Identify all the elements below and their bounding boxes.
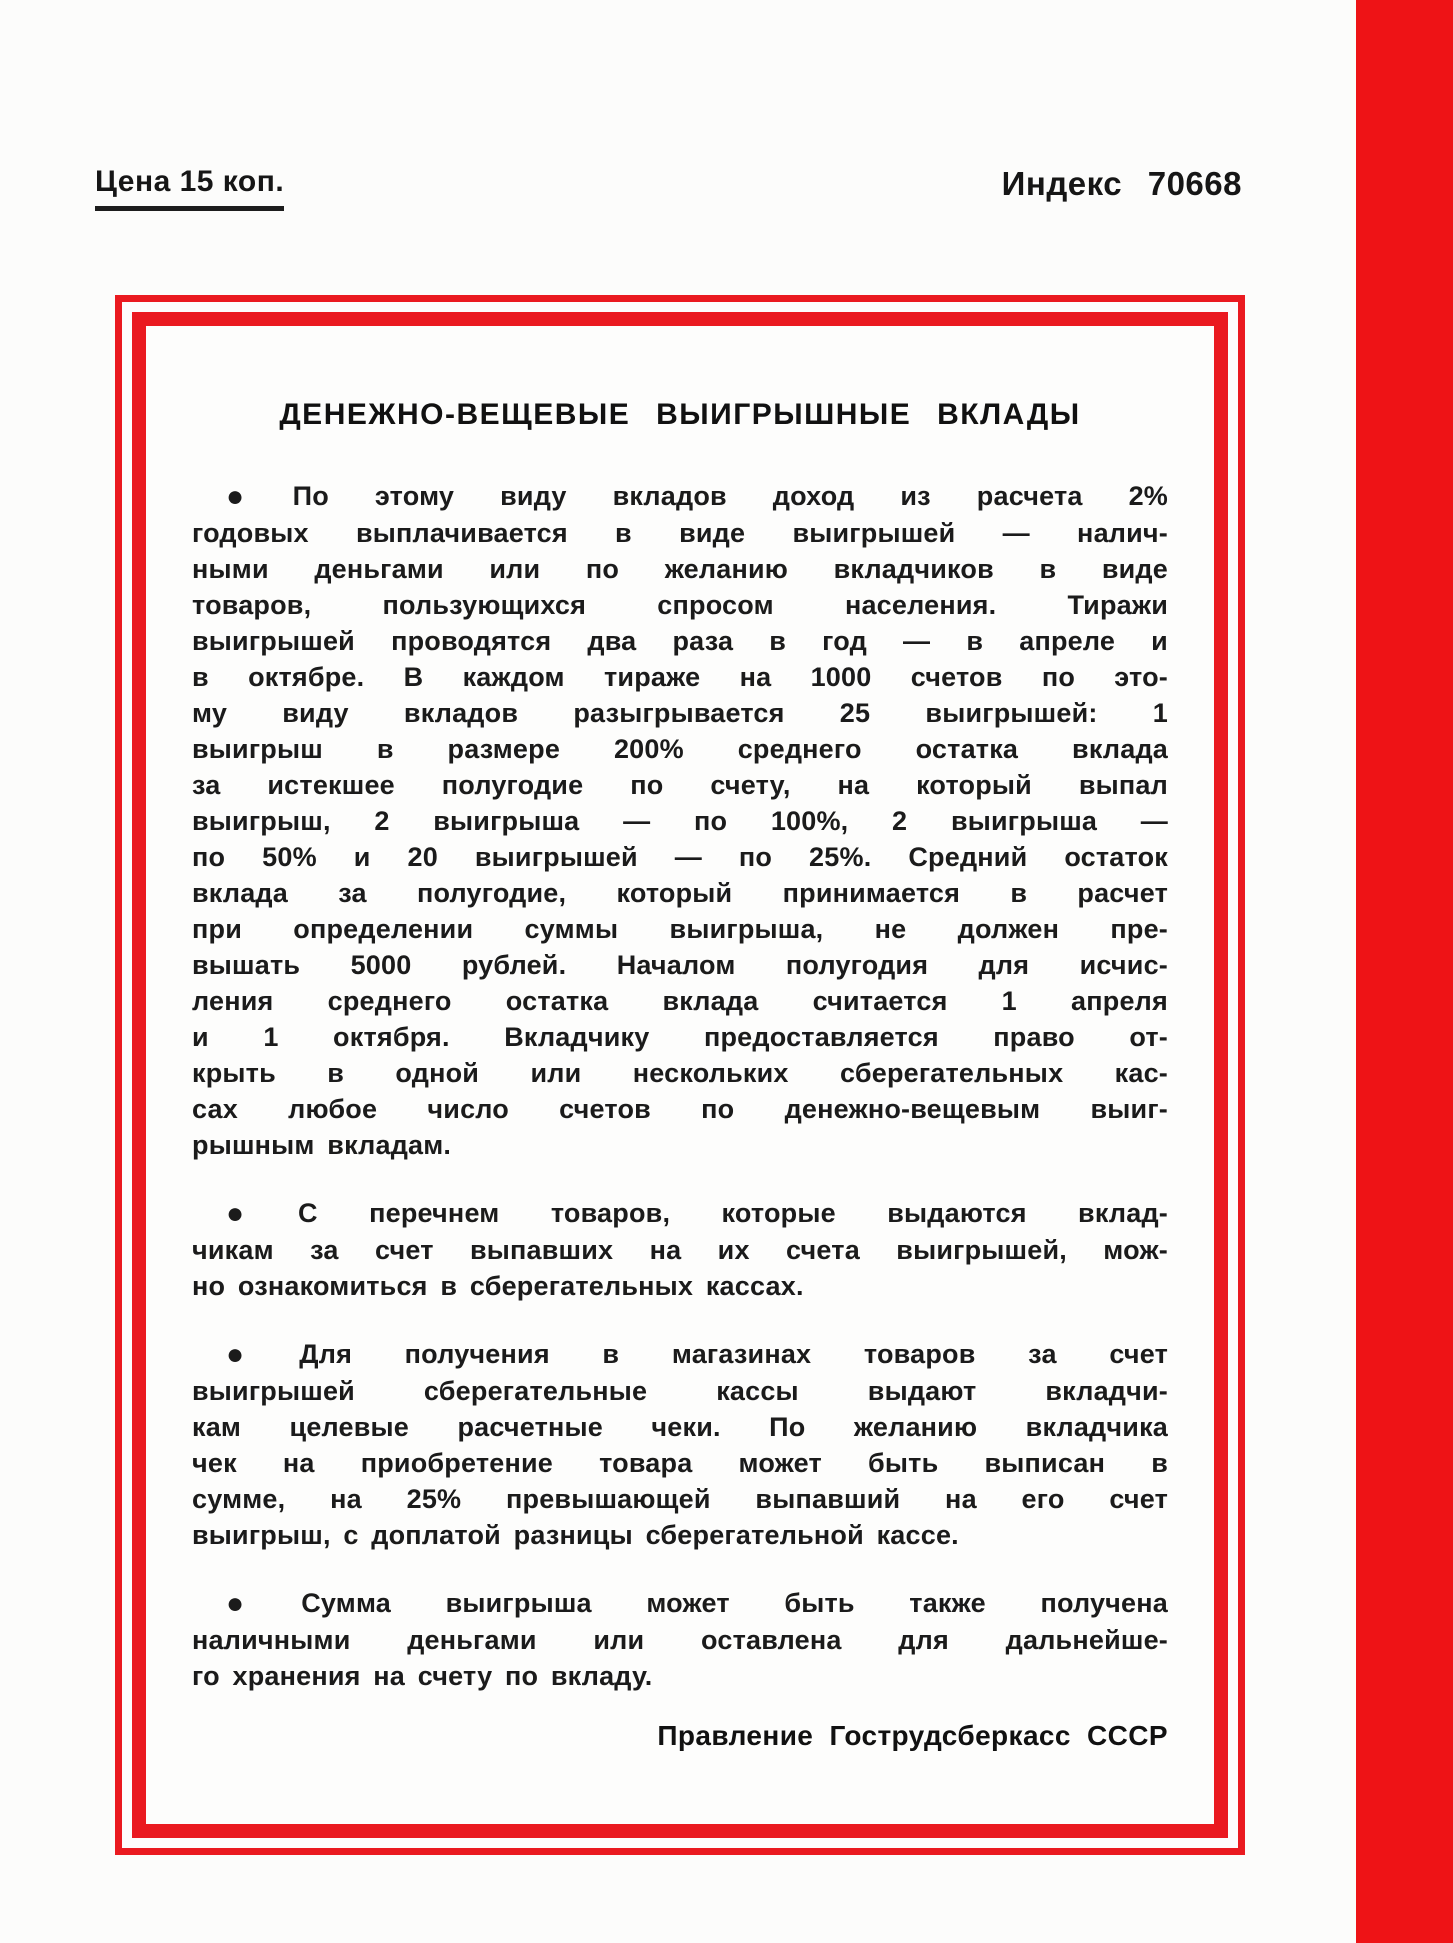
text-line: ● Для получения в магазинах товаров за счет [226,1338,1168,1371]
text-line: му виду вкладов разыгрывается 25 выигрышей: 1 [192,698,1168,728]
text-line: чек на приобретение товара может быть выписан в [192,1448,1168,1478]
bullet-icon: ● [226,1197,284,1230]
text-line: ● С перечнем товаров, которые выдаются вклад- [226,1197,1168,1230]
text-line: ● По этому виду вкладов доход из расчета 2% [226,480,1169,513]
paragraph [192,1195,1168,1304]
text-line: выигрыш, 2 выигрыша — по 100%, 2 выигрыша — [192,806,1168,836]
paragraphs [192,478,1168,1694]
bullet-icon: ● [226,480,278,513]
text-line: но ознакомиться в сберегательных кассах. [192,1271,804,1301]
text-line: крыть в одной или нескольких сберегательных кас- [192,1058,1168,1088]
red-bleed-stripe [1356,0,1453,1943]
signature-line: Правление Гострудсберкасс СССР [657,1720,1168,1751]
text-line: чикам за счет выпавших на их счета выигрышей, мож- [192,1235,1168,1265]
text-line: го хранения на счету по вкладу. [192,1661,653,1691]
text-line: сах любое число счетов по денежно-вещевым выиг- [192,1094,1168,1124]
text-line: ными деньгами или по желанию вкладчиков в виде [192,554,1168,584]
text-line: за истекшее полугодие по счету, на который выпал [192,770,1168,800]
text-line: наличными деньгами или оставлена для дальнейше- [192,1625,1168,1655]
text-line: выигрышей проводятся два раза в год — в апреле и [192,626,1168,656]
text-line: выигрыш, с доплатой разницы сберегательной кассе. [192,1520,959,1550]
bullet-icon: ● [226,1587,287,1620]
paragraph [192,1585,1168,1694]
text-line: ления среднего остатка вклада считается 1 апреля [192,986,1168,1016]
text-line: и 1 октября. Вкладчику предоставляется право от- [192,1022,1168,1052]
price-label: Цена 15 коп. [95,165,284,211]
paragraph [192,478,1168,1163]
text-line: вышать 5000 рублей. Началом полугодия для исчис- [192,950,1168,980]
index-label: Индекс 70668 [1001,165,1242,202]
text-line: по 50% и 20 выигрышей — по 25%. Средний остаток [192,842,1168,872]
bullet-icon: ● [226,1338,285,1371]
text-line: в октябре. В каждом тираже на 1000 счетов по это- [192,662,1168,692]
document-title: ДЕНЕЖНО-ВЕЩЕВЫЕ ВЫИГРЫШНЫЕ ВКЛАДЫ [279,398,1081,431]
text-line: товаров, пользующихся спросом населения. Тиражи [192,590,1168,620]
text-line: вклада за полугодие, который принимается в расчет [192,878,1168,908]
text-line: выигрышей сберегательные кассы выдают вкладчи- [192,1376,1168,1406]
text-line: сумме, на 25% превышающей выпавший на его счет [192,1484,1168,1514]
red-frame-inner [132,312,1228,1838]
paragraph [192,1336,1168,1553]
text-line: выигрыш в размере 200% среднего остатка вклада [192,734,1168,764]
red-frame-outer [115,295,1245,1855]
text-line: годовых выплачивается в виде выигрышей — налич- [192,518,1168,548]
text-line: при определении суммы выигрыша, не должен пре- [192,914,1168,944]
text-line: кам целевые расчетные чеки. По желанию вкладчика [192,1412,1168,1442]
text-line: ● Сумма выигрыша может быть также получена [226,1587,1168,1620]
text-line: рышным вкладам. [192,1130,452,1160]
